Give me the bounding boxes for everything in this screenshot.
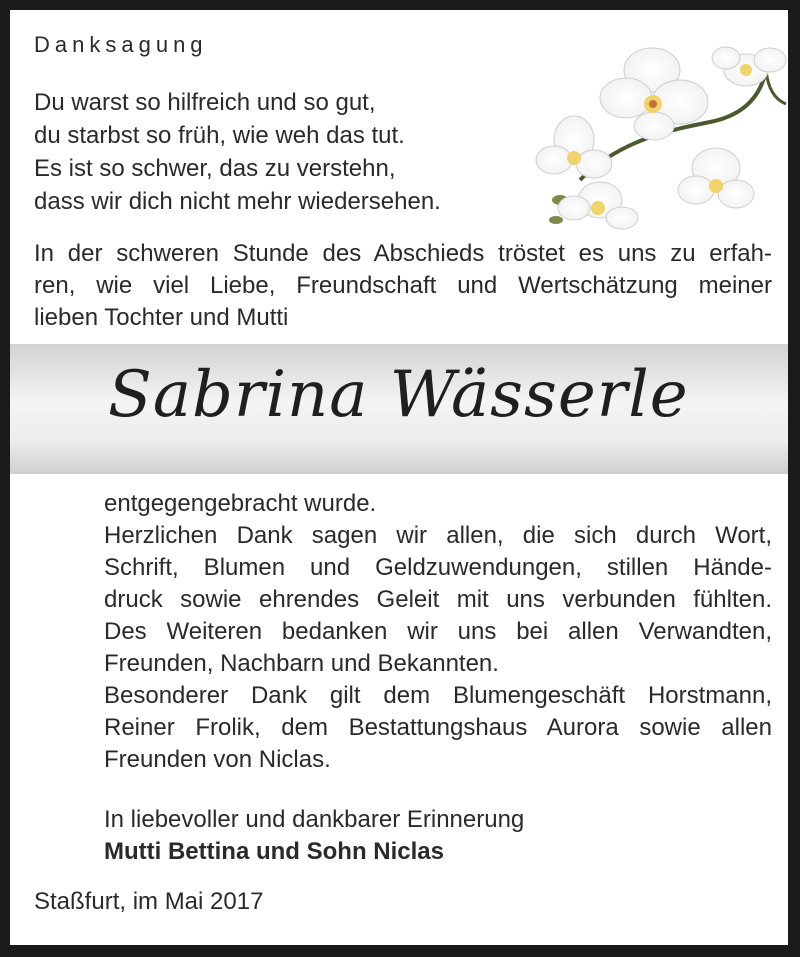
thanks-paragraph (104, 488, 772, 776)
intro-line: ren, wie viel Liebe, Freundschaft und Wertschätzung meiner (34, 272, 772, 299)
poem-line: Es ist so schwer, das zu verstehn, (34, 155, 396, 182)
closing-line: In liebevoller und dankbarer Erinnerung (104, 806, 525, 833)
deceased-name: Sabrina Wässerle (108, 358, 689, 432)
body-line: Freunden von Niclas. (104, 746, 331, 773)
signature: Mutti Bettina und Sohn Niclas (104, 838, 444, 865)
closing-block (104, 804, 704, 868)
body-line: druck sowie ehrendes Geleit mit uns verbunden fühlten. (104, 586, 772, 613)
white-orchid-flower-icon (530, 30, 788, 230)
intro-line: In der schweren Stunde des Abschieds tröstet es uns zu erfah- (34, 240, 772, 267)
body-line: Besonderer Dank gilt dem Blumengeschäft Horstmann, (104, 682, 772, 709)
body-line: Herzlichen Dank sagen wir allen, die sich durch Wort, (104, 522, 772, 549)
body-line: Freunden, Nachbarn und Bekannten. (104, 650, 499, 677)
body-line: Reiner Frolik, dem Bestattungshaus Aurora sowie allen (104, 714, 772, 741)
place-date: Staßfurt, im Mai 2017 (34, 888, 264, 915)
poem (34, 86, 554, 218)
poem-line: Du warst so hilfreich und so gut, (34, 89, 376, 116)
intro-line: lieben Tochter und Mutti (34, 304, 289, 331)
poem-line: du starbst so früh, wie weh das tut. (34, 122, 405, 149)
body-line: Schrift, Blumen und Geldzuwendungen, stillen Hände- (104, 554, 772, 581)
body-line: entgegengebracht wurde. (104, 490, 377, 517)
body-line: Des Weiteren bedanken wir uns bei allen Verwandten, (104, 618, 772, 645)
obituary-notice (10, 10, 788, 945)
poem-line: dass wir dich nicht mehr wiedersehen. (34, 188, 441, 215)
heading: Danksagung (34, 32, 208, 57)
intro-paragraph (34, 238, 772, 334)
